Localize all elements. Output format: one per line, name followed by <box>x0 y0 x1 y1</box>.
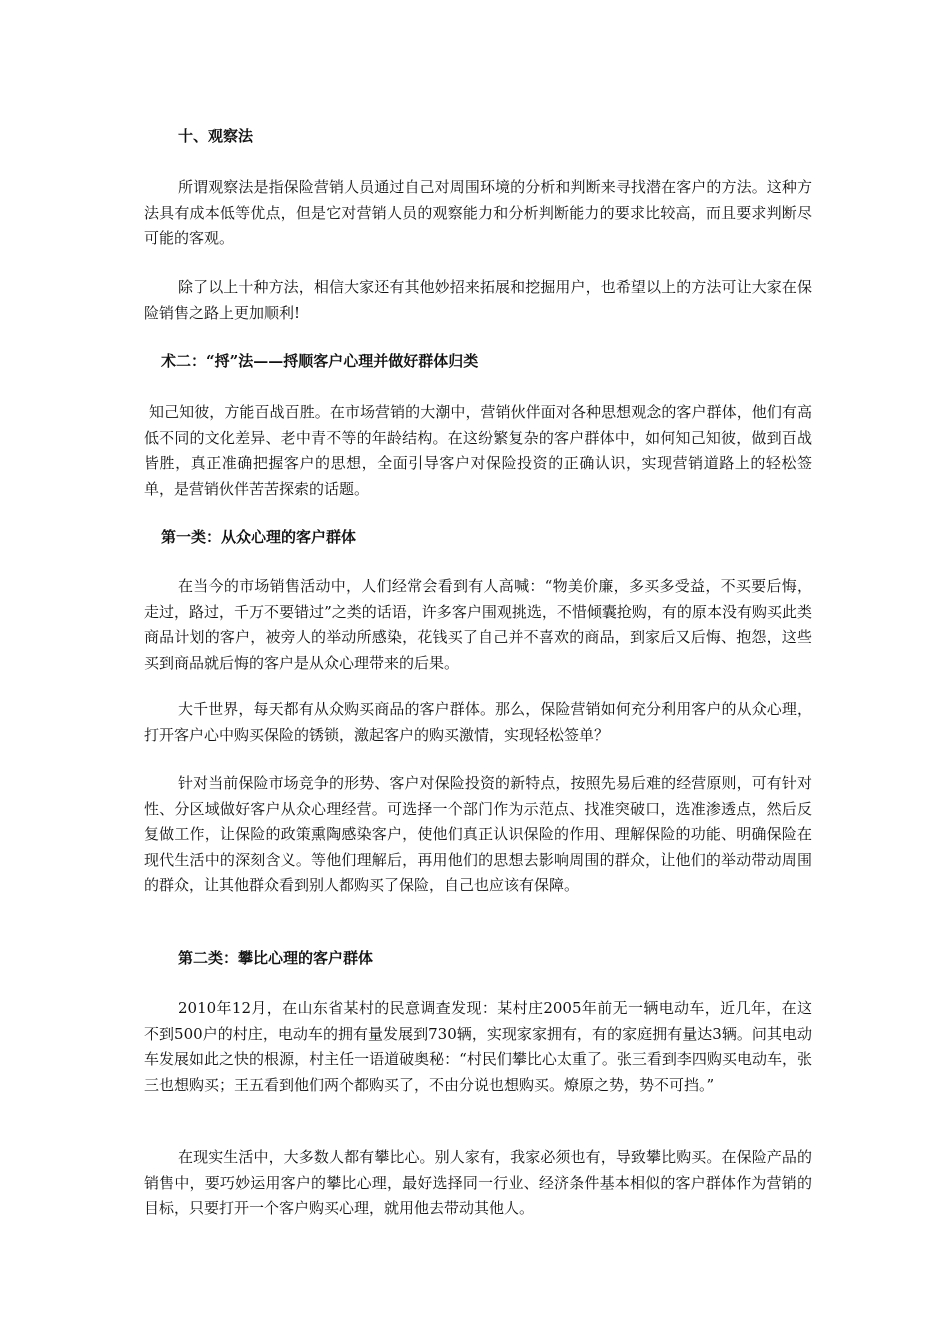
paragraph-comparison-mentality <box>144 1145 812 1222</box>
paragraph-summary <box>144 275 812 326</box>
paragraph: 2010年12月，在山东省某村的民意调查发现：某村庄2005年前无一辆电动车，近几年，在这不到500户的村庄，电动车的拥有量发展到730辆，实现家家拥有，有的家庭拥有量达3辆。问其电动车发展如此之快的根源，村主任一语道破奥秘：“村民们攀比心太重了。张三看到李四购买电动车，张三也想购买；王五看到他们两个都购买了，不由分说也想购买。燎原之势，势不可挡。” <box>144 999 812 1094</box>
paragraph: 所谓观察法是指保险营销人员通过自己对周围环境的分析和判断来寻找潜在客户的方法。这种方法具有成本低等优点，但是它对营销人员的观察能力和分析判断能力的要求比较高，而且要求判断尽可能的客观。 <box>144 178 812 247</box>
paragraph-village-survey <box>144 996 812 1098</box>
paragraph-observation-definition <box>144 175 812 252</box>
paragraph: 针对当前保险市场竞争的形势、客户对保险投资的新特点，按照先易后难的经营原则，可有针对性、分区域做好客户从众心理经营。可选择一个部门作为示范点、找准突破口，选准渗透点，然后反复做工作，让保险的政策熏陶感染客户，使他们真正认识保险的作用、理解保险的功能、明确保险在现代生活中的深刻含义。等他们理解后，再用他们的思想去影响周围的群众，让他们的举动带动周围的群众，让其他群众看到别人都购买了保险，自己也应该有保障。 <box>144 774 812 894</box>
paragraph: 在当今的市场销售活动中，人们经常会看到有人高喊：“物美价廉，多买多受益，不买要后悔，走过，路过，千万不要错过”之类的话语，许多客户围观挑选，不惜倾囊抢购，有的原本没有购买此类商品计划的客户，被旁人的举动所感染，花钱买了自己并不喜欢的商品，到家后又后悔、抱怨，这些买到商品就后悔的客户是从众心理带来的后果。 <box>144 577 812 672</box>
heading-observation-method <box>144 124 812 150</box>
paragraph: 在现实生活中，大多数人都有攀比心。别人家有，我家必须也有，导致攀比购买。在保险产品的销售中，要巧妙运用客户的攀比心理，最好选择同一行业、经济条件基本相似的客户群体作为营销的目标，只要打开一个客户购买心理，就用他去带动其他人。 <box>144 1148 812 1217</box>
paragraph-herd-mentality <box>144 574 812 676</box>
paragraph: 知己知彼，方能百战百胜。在市场营销的大潮中，营销伙伴面对各种思想观念的客户群体，他们有高低不同的文化差异、老中青不等的年龄结构。在这纷繁复杂的客户群体中，如何知己知彼，做到百战皆胜，真正准确把握客户的思想，全面引导客户对保险投资的正确认识，实现营销道路上的轻松签单，是营销伙伴苦苦探索的话题。 <box>144 403 812 498</box>
paragraph-herd-strategy <box>144 771 812 899</box>
section-heading: 第一类：从众心理的客户群体 <box>161 528 357 546</box>
paragraph: 大千世界，每天都有从众购买商品的客户群体。那么，保险营销如何充分利用客户的从众心理，打开客户心中购买保险的锈锁，激起客户的购买激情，实现轻松签单？ <box>144 700 812 744</box>
heading-category-one <box>144 525 812 551</box>
paragraph-know-yourself <box>144 400 812 502</box>
heading-technique-two <box>144 349 812 375</box>
section-heading: 十、观察法 <box>178 127 254 145</box>
section-heading: 第二类：攀比心理的客户群体 <box>178 949 374 967</box>
heading-category-two <box>144 946 812 972</box>
section-heading: 术二：“捋”法——捋顺客户心理并做好群体归类 <box>161 352 479 370</box>
paragraph-herd-question <box>144 697 812 748</box>
paragraph: 除了以上十种方法，相信大家还有其他妙招来拓展和挖掘用户，也希望以上的方法可让大家在保险销售之路上更加顺利! <box>144 278 812 322</box>
